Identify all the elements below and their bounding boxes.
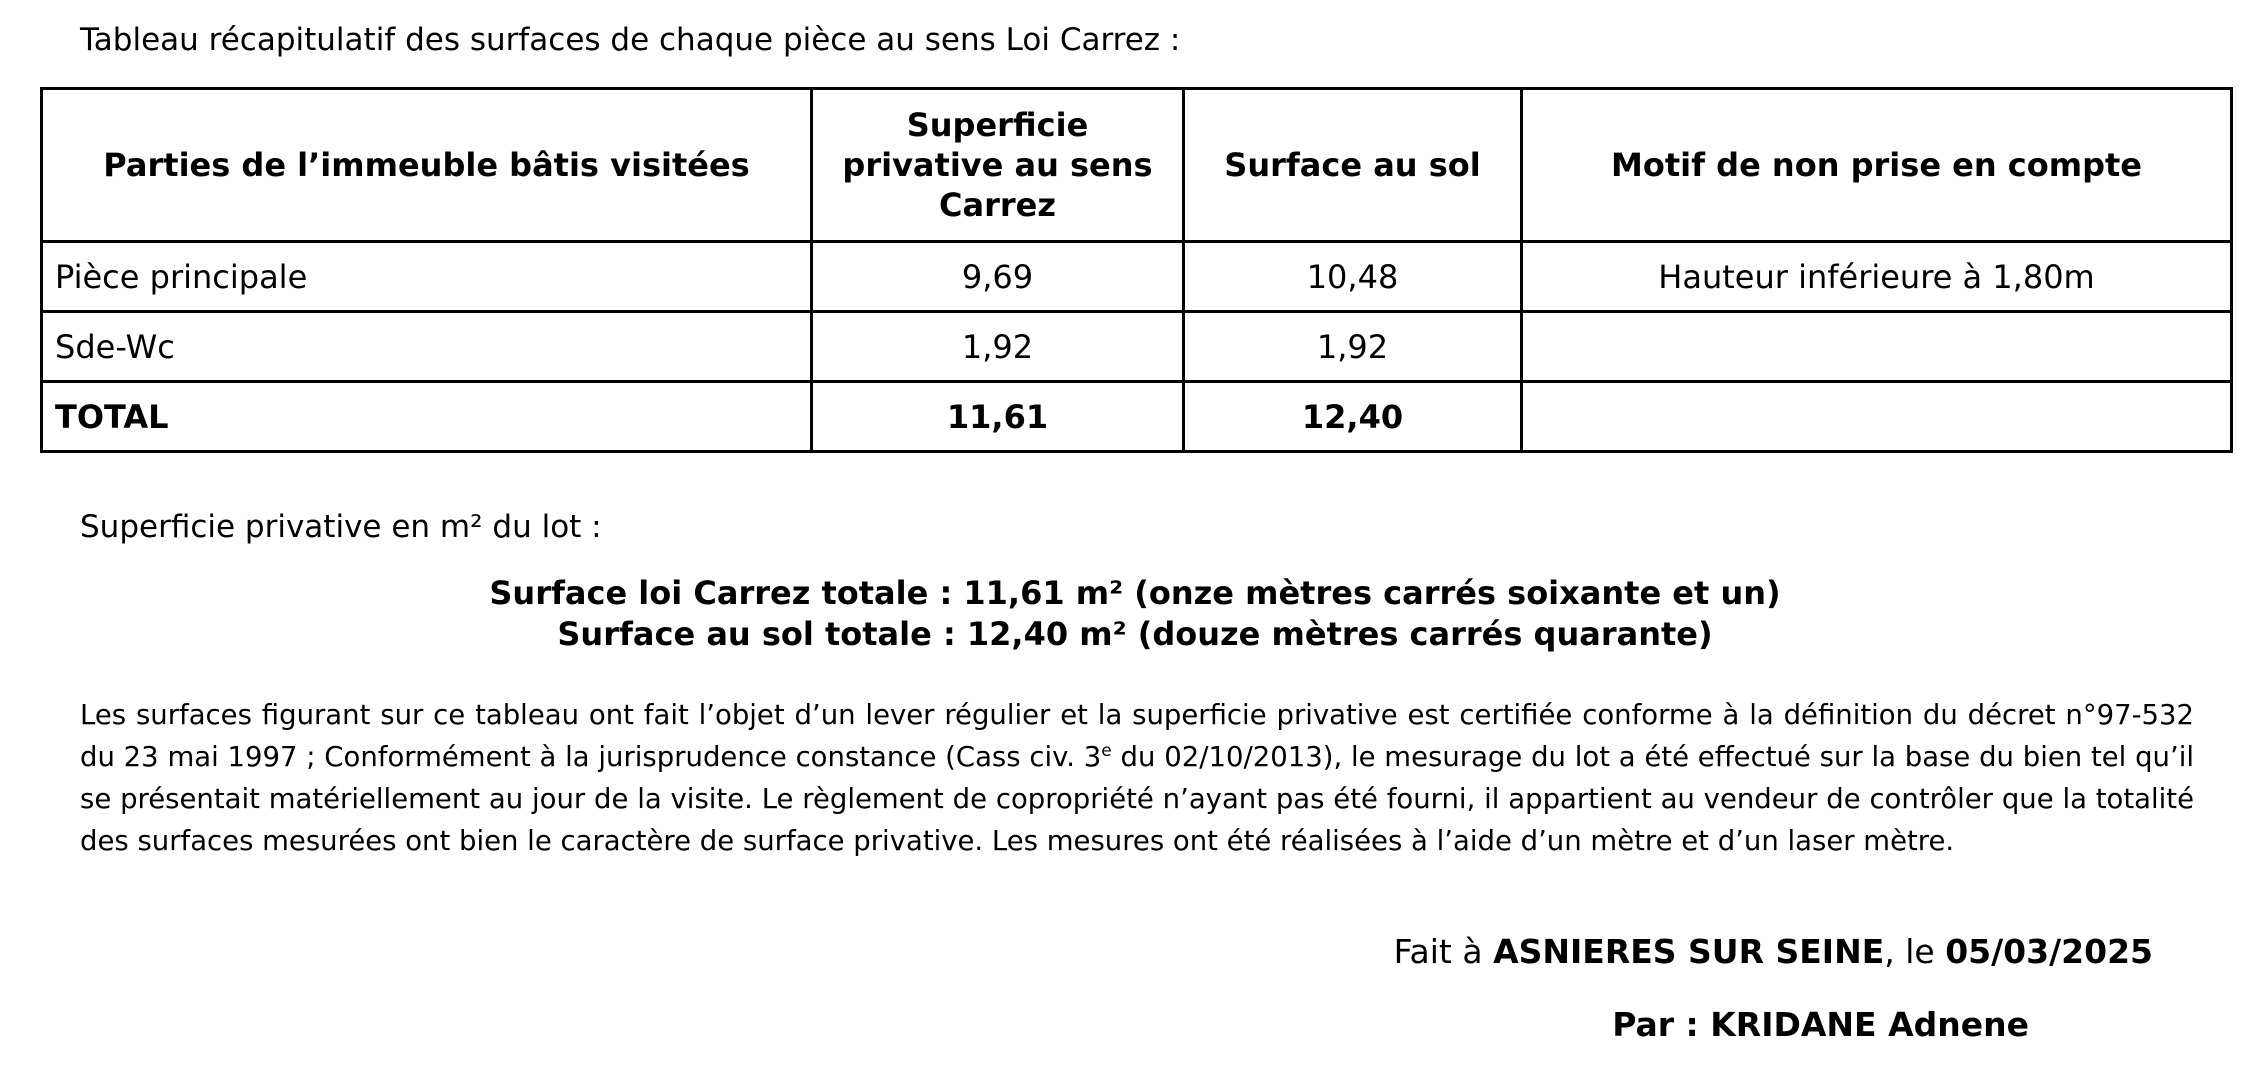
total-carrez: 11,61 <box>812 382 1184 452</box>
header-surface-sol: Surface au sol <box>1184 89 1522 242</box>
legal-text-part2: du 02/10/2013), le mesurage du lot a été effectué sur la base du bien tel qu’il se présentait matériellement au jour de la visite. Le règlement de copropriété n’ayant pas été fourni, il appartient au vendeur de contrôler que la totalité des surfaces mesurées ont bien le caractère de surface privative. Les mesures ont été réalisées à l’aide d’un mètre et d’un laser mètre. <box>80 741 2194 857</box>
signatory: Par : KRIDANE Adnene <box>1612 1005 2029 1044</box>
place-name: ASNIERES SUR SEINE <box>1493 932 1885 971</box>
row-sol: 1,92 <box>1184 312 1522 382</box>
total-label: TOTAL <box>42 382 812 452</box>
sol-total-line: Surface au sol totale : 12,40 m² (douze mètres carrés quarante) <box>557 615 1713 653</box>
place-prefix: Fait à <box>1393 932 1494 971</box>
legal-superscript: e <box>1101 740 1112 761</box>
table-total-row <box>42 382 2232 452</box>
table-row <box>42 242 2232 312</box>
signature-place-date <box>1394 930 2153 974</box>
legal-text-part1: Les surfaces figurant sur ce tableau ont fait l’objet d’un lever régulier et la superficie privative est certifiée conforme à la définition du décret n°97-532 du 23 mai 1997 ; Conformément à la jurisprudence constance (Cass civ. 3 <box>80 699 2194 773</box>
row-motif: Hauteur inférieure à 1,80m <box>1522 242 2232 312</box>
header-motif: Motif de non prise en compte <box>1522 89 2232 242</box>
header-superficie-carrez: Superficie privative au sens Carrez <box>812 89 1184 242</box>
surfaces-table <box>40 87 2233 453</box>
row-sol: 10,48 <box>1184 242 1522 312</box>
row-carrez: 1,92 <box>812 312 1184 382</box>
header-parties: Parties de l’immeuble bâtis visitées <box>42 89 812 242</box>
row-name: Pièce principale <box>42 242 812 312</box>
lot-surface-heading: Superficie privative en m² du lot : <box>80 509 602 545</box>
table-intro: Tableau récapitulatif des surfaces de chaque pièce au sens Loi Carrez : <box>80 22 1181 58</box>
table-header-row <box>42 89 2232 242</box>
legal-paragraph <box>80 694 2194 862</box>
total-sol: 12,40 <box>1184 382 1522 452</box>
row-carrez: 9,69 <box>812 242 1184 312</box>
row-name: Sde-Wc <box>42 312 812 382</box>
date-prefix: , le <box>1884 932 1946 971</box>
carrez-total-line: Surface loi Carrez totale : 11,61 m² (onze mètres carrés soixante et un) <box>489 574 1781 612</box>
row-motif <box>1522 312 2232 382</box>
signature-date: 05/03/2025 <box>1945 932 2153 971</box>
total-motif <box>1522 382 2232 452</box>
table-row <box>42 312 2232 382</box>
